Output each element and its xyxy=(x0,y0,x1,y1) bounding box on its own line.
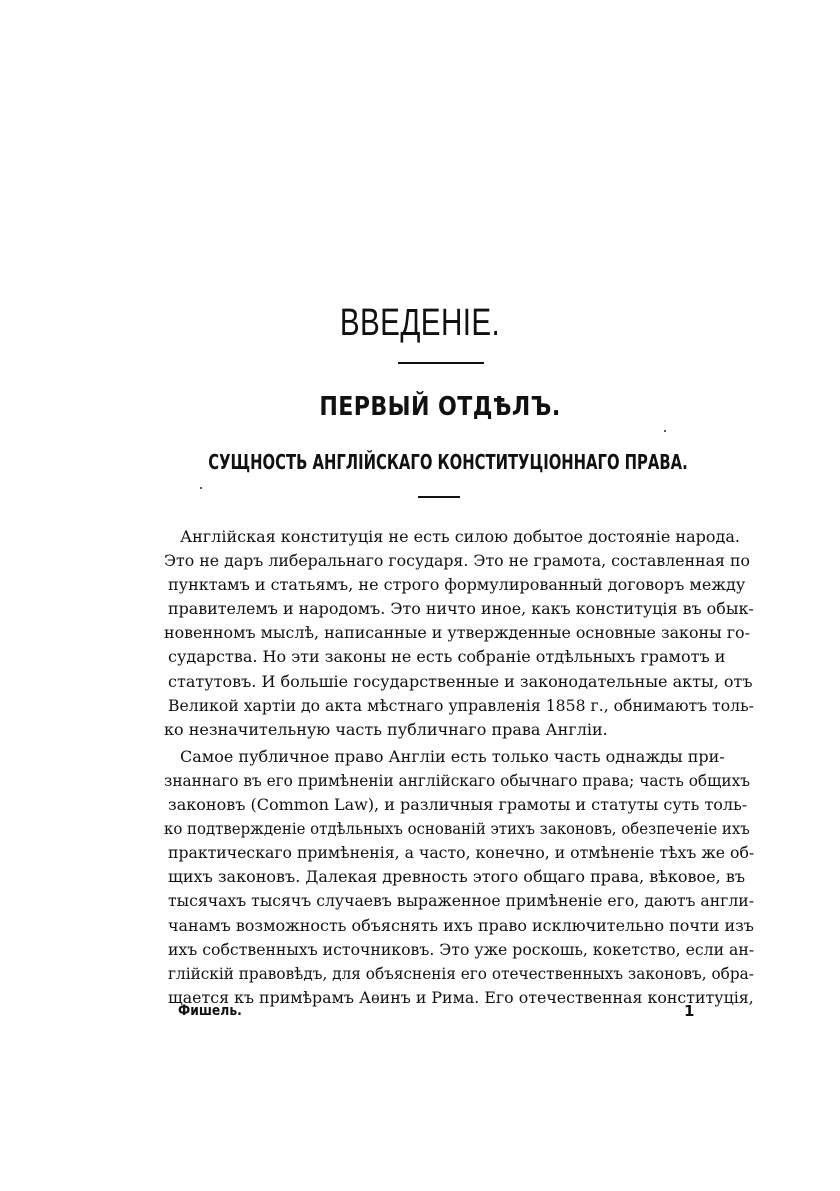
paragraph-1 xyxy=(164,525,754,742)
print-speck xyxy=(200,487,202,489)
text-line: Самое публичное право Англіи есть только часть однажды при- xyxy=(180,746,725,766)
text-line: новенномъ мыслѣ, написанные и утвержденные основные законы го- xyxy=(164,623,750,643)
text-line: ко незначительную часть публичнаго права Англіи. xyxy=(164,719,608,739)
text-line: глійскій правовѣдъ, для объясненія его отечественныхъ законовъ, обра- xyxy=(168,963,754,983)
text-line: ко подтвержденіе отдѣльныхъ основаній этихъ законовъ, обезпеченіе ихъ xyxy=(164,819,750,839)
text-line: законовъ (Common Law), и различныя грамоты и статуты суть толь- xyxy=(168,795,748,815)
text-line: тысячахъ тысячъ случаевъ выраженное примѣненіе его, даютъ англи- xyxy=(168,891,755,911)
text-line: ихъ собственныхъ источниковъ. Это уже роскошь, кокетство, если ан- xyxy=(168,939,755,959)
page-title: ВВЕДЕНІЕ. xyxy=(339,302,501,344)
text-line: Англійская конституція не есть силою добытое достояніе народа. xyxy=(180,527,740,546)
signature-mark: Фишель. xyxy=(178,1003,242,1019)
print-speck xyxy=(664,430,666,432)
text-line: статутовъ. И большіе государственные и законодательные акты, отъ xyxy=(168,671,753,691)
text-line: пунктамъ и статьямъ, не строго формулированный договоръ между xyxy=(168,575,746,595)
text-line: правителемъ и народомъ. Это ничто иное, какъ конституція въ обык- xyxy=(168,599,754,619)
text-line: щается къ примѣрамъ Аѳинъ и Рима. Его отечественная конституція, xyxy=(168,987,754,1007)
text-line: сударства. Но эти законы не есть собраніе отдѣльныхъ грамотъ и xyxy=(168,647,726,667)
text-line: Великой хартіи до акта мѣстнаго управленія 1858 г., обнимаютъ толь- xyxy=(168,695,754,715)
paragraph-2 xyxy=(164,745,755,1010)
title-divider xyxy=(398,362,484,364)
text-line: чанамъ возможность объяснять ихъ право исключительно почти изъ xyxy=(168,915,754,935)
subtitle-divider xyxy=(418,496,460,498)
text-line: щихъ законовъ. Далекая древность этого общаго права, вѣковое, въ xyxy=(168,867,746,887)
text-line: Это не даръ либеральнаго государя. Это не грамота, составленная по xyxy=(164,551,750,571)
text-line: практическаго примѣненія, а часто, конечно, и отмѣненіе тѣхъ же об- xyxy=(168,843,755,863)
section-subtitle: СУЩНОСТЬ АНГЛІЙСКАГО КОНСТИТУЦІОННАГО ПРАВА. xyxy=(208,450,688,474)
body-text xyxy=(164,525,755,1010)
section-heading: ПЕРВЫЙ ОТДѢЛЪ. xyxy=(319,392,561,422)
page-number: 1 xyxy=(684,1002,695,1020)
text-line: знаннаго въ его примѣненіи англійскаго обычнаго права; часть общихъ xyxy=(164,770,750,790)
